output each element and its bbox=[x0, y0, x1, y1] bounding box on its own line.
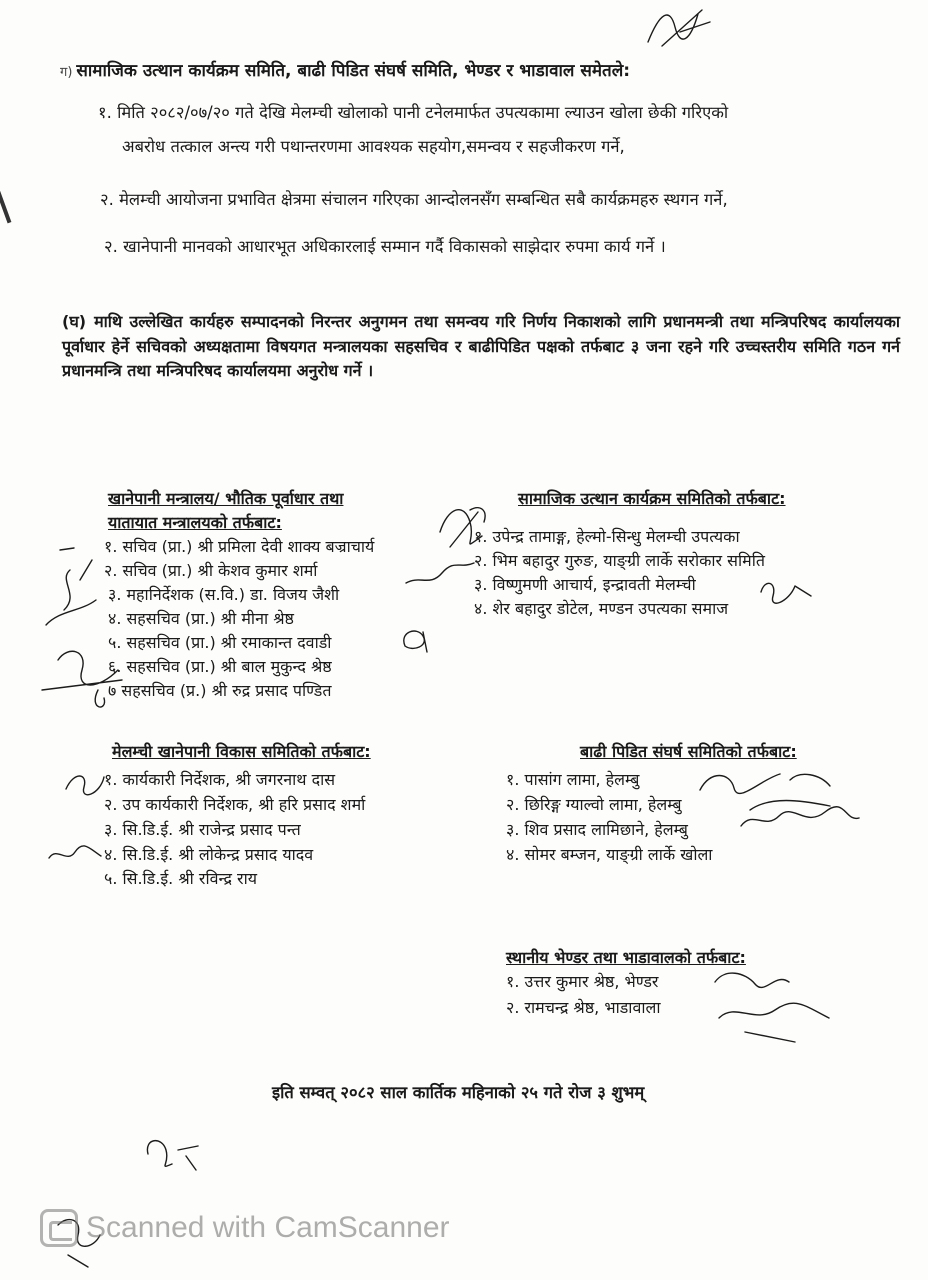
melamchi-member-4: ४. सि.डि.ई. श्री लोकेन्द्र प्रसाद यादव bbox=[104, 845, 314, 864]
signature-flood-3 bbox=[735, 800, 865, 840]
watermark-text: Scanned with CamScanner bbox=[86, 1211, 450, 1244]
section-gh-text: माथि उल्लेखित कार्यहरु सम्पादनको निरन्तर अनुगमन तथा समन्वय गरि निर्णय निकाशको लागि प्रधानमन्त्री तथा मन्त्रिपरिषद कार्यालयका पूर्वाधार हेर्ने सचिवको अध्यक्षतामा विषयगत मन्त्रालयका सहसचिव र बाढीपिडित पक्षको तर्फबाट ३ जना रहने गरि उच्चस्तरीय समिति गठन गर्न प्रधानमन्त्रि तथा मन्त्रिपरिषद कार्यालयमा अनुरोध गर्ने । bbox=[62, 312, 900, 380]
section-c-item-3: २. खानेपानी मानवको आधारभूत अधिकारलाई सम्मान गर्दै विकासको साझेदार रुपमा कार्य गर्ने । bbox=[104, 237, 666, 256]
signature-ministry-3 bbox=[400, 555, 480, 595]
flood-member-2: २. छिरिङ्ग ग्याल्वो लामा, हेलम्बु bbox=[506, 795, 682, 814]
social-member-3: ३. विष्णुमणी आचार्य, इन्द्रावती मेलम्ची bbox=[474, 575, 696, 594]
social-member-4: ४. शेर बहादुर डोटेल, मण्डन उपत्यका समाज bbox=[474, 599, 729, 618]
section-c-item-2: २. मेलम्ची आयोजना प्रभावित क्षेत्रमा संचालन गरिएका आन्दोलनसँग सम्बन्धित सबै कार्यक्रमहरु स्थगन गर्ने, bbox=[100, 190, 728, 209]
vendors-member-2: २. रामचन्द्र श्रेष्ठ, भाडावाला bbox=[506, 998, 661, 1017]
flood-member-4: ४. सोमर बम्जन, याङ्ग्री लार्के खोला bbox=[506, 845, 713, 864]
melamchi-member-5: ५. सि.डि.ई. श्री रविन्द्र राय bbox=[104, 869, 257, 888]
signature-bottom-initial bbox=[138, 1130, 208, 1180]
vendors-title: स्थानीय भेण्डर तथा भाडावालको तर्फबाट: bbox=[506, 948, 746, 967]
signature-melamchi-1 bbox=[60, 765, 110, 805]
signature-melamchi-4 bbox=[45, 840, 105, 870]
social-member-2: २. भिम बहादुर गुरुङ, याङ्ग्री लार्के सरोकार समिति bbox=[474, 551, 765, 570]
section-c-heading-text: सामाजिक उत्थान कार्यक्रम समिति, बाढी पिडित संघर्ष समिति, भेण्डर र भाडावाल समेतले: bbox=[76, 61, 631, 81]
signature-ministry-left-1 bbox=[40, 540, 110, 640]
flood-member-1: १. पासांग लामा, हेलम्बु bbox=[506, 770, 640, 789]
social-title: सामाजिक उत्थान कार्यक्रम समितिको तर्फबाट: bbox=[518, 489, 786, 508]
ministry-member-7: ७ सहसचिव (प्र.) श्री रुद्र प्रसाद पण्डित bbox=[108, 681, 332, 700]
ministry-member-5: ५. सहसचिव (प्रा.) श्री रमाकान्त दवाडी bbox=[108, 633, 332, 652]
ministry-member-6: ६. सहसचिव (प्रा.) श्री बाल मुकुन्द श्रेष्ठ bbox=[108, 657, 332, 676]
melamchi-member-3: ३. सि.डि.ई. श्री राजेन्द्र प्रसाद पन्त bbox=[104, 820, 301, 839]
camscanner-watermark bbox=[40, 1205, 450, 1251]
section-c-item-1: १. मिति २०८२/०७/२० गते देखि मेलम्ची खोलाको पानी टनेलमार्फत उपत्यकामा ल्याउन खोला छेकी गरिएको bbox=[98, 103, 729, 122]
ministry-title-line1: खानेपानी मन्त्रालय/ भौतिक पूर्वाधार तथा bbox=[108, 489, 344, 508]
signature-ministry-5 bbox=[395, 622, 435, 658]
camscanner-logo-icon bbox=[40, 1209, 78, 1247]
ministry-member-4: ४. सहसचिव (प्रा.) श्री मीना श्रेष्ठ bbox=[108, 609, 294, 628]
section-gh-label: (घ) bbox=[62, 312, 87, 331]
signature-top-right bbox=[640, 2, 720, 52]
section-c-item-1-cont: अबरोध तत्काल अन्त्य गरी पथान्तरणमा आवश्यक सहयोग,समन्वय र सहजीकरण गर्ने, bbox=[122, 137, 625, 156]
signature-social-3 bbox=[755, 572, 815, 612]
social-member-1: १. उपेन्द्र तामाङ्ग, हेल्मो-सिन्धु मेलम्ची उपत्यका bbox=[474, 527, 740, 546]
ministry-title-line2: यातायात मन्त्रालयको तर्फबाट: bbox=[108, 513, 282, 532]
melamchi-member-1: १. कार्यकारी निर्देशक, श्री जगरनाथ दास bbox=[104, 770, 336, 789]
vendors-member-1: १. उत्तर कुमार श्रेष्ठ, भेण्डर bbox=[506, 972, 659, 991]
ministry-member-2: २. सचिव (प्रा.) श्री केशव कुमार शर्मा bbox=[104, 561, 318, 580]
flood-title: बाढी पिडित संघर्ष समितिको तर्फबाट: bbox=[580, 742, 797, 761]
flood-member-3: ३. शिव प्रसाद लामिछाने, हेलम्बु bbox=[506, 820, 688, 839]
scan-edge-mark bbox=[0, 181, 11, 224]
section-gh-paragraph bbox=[62, 310, 900, 384]
melamchi-member-2: २. उप कार्यकारी निर्देशक, श्री हरि प्रसाद शर्मा bbox=[104, 795, 366, 814]
melamchi-title: मेलम्ची खानेपानी विकास समितिको तर्फबाट: bbox=[112, 742, 371, 761]
section-c-heading bbox=[60, 58, 630, 81]
section-c-prefix: ग) bbox=[60, 65, 73, 80]
signature-vendors bbox=[705, 962, 845, 1052]
signature-ministry-left-2 bbox=[38, 640, 128, 720]
ministry-member-3: ३. महानिर्देशक (स.वि.) डा. विजय जैशी bbox=[108, 585, 340, 604]
closing-line: इति सम्वत् २०८२ साल कार्तिक महिनाको २५ गते रोज ३ शुभम् bbox=[272, 1083, 645, 1102]
ministry-member-1: १. सचिव (प्रा.) श्री प्रमिला देवी शाक्य बज्राचार्य bbox=[104, 537, 375, 556]
